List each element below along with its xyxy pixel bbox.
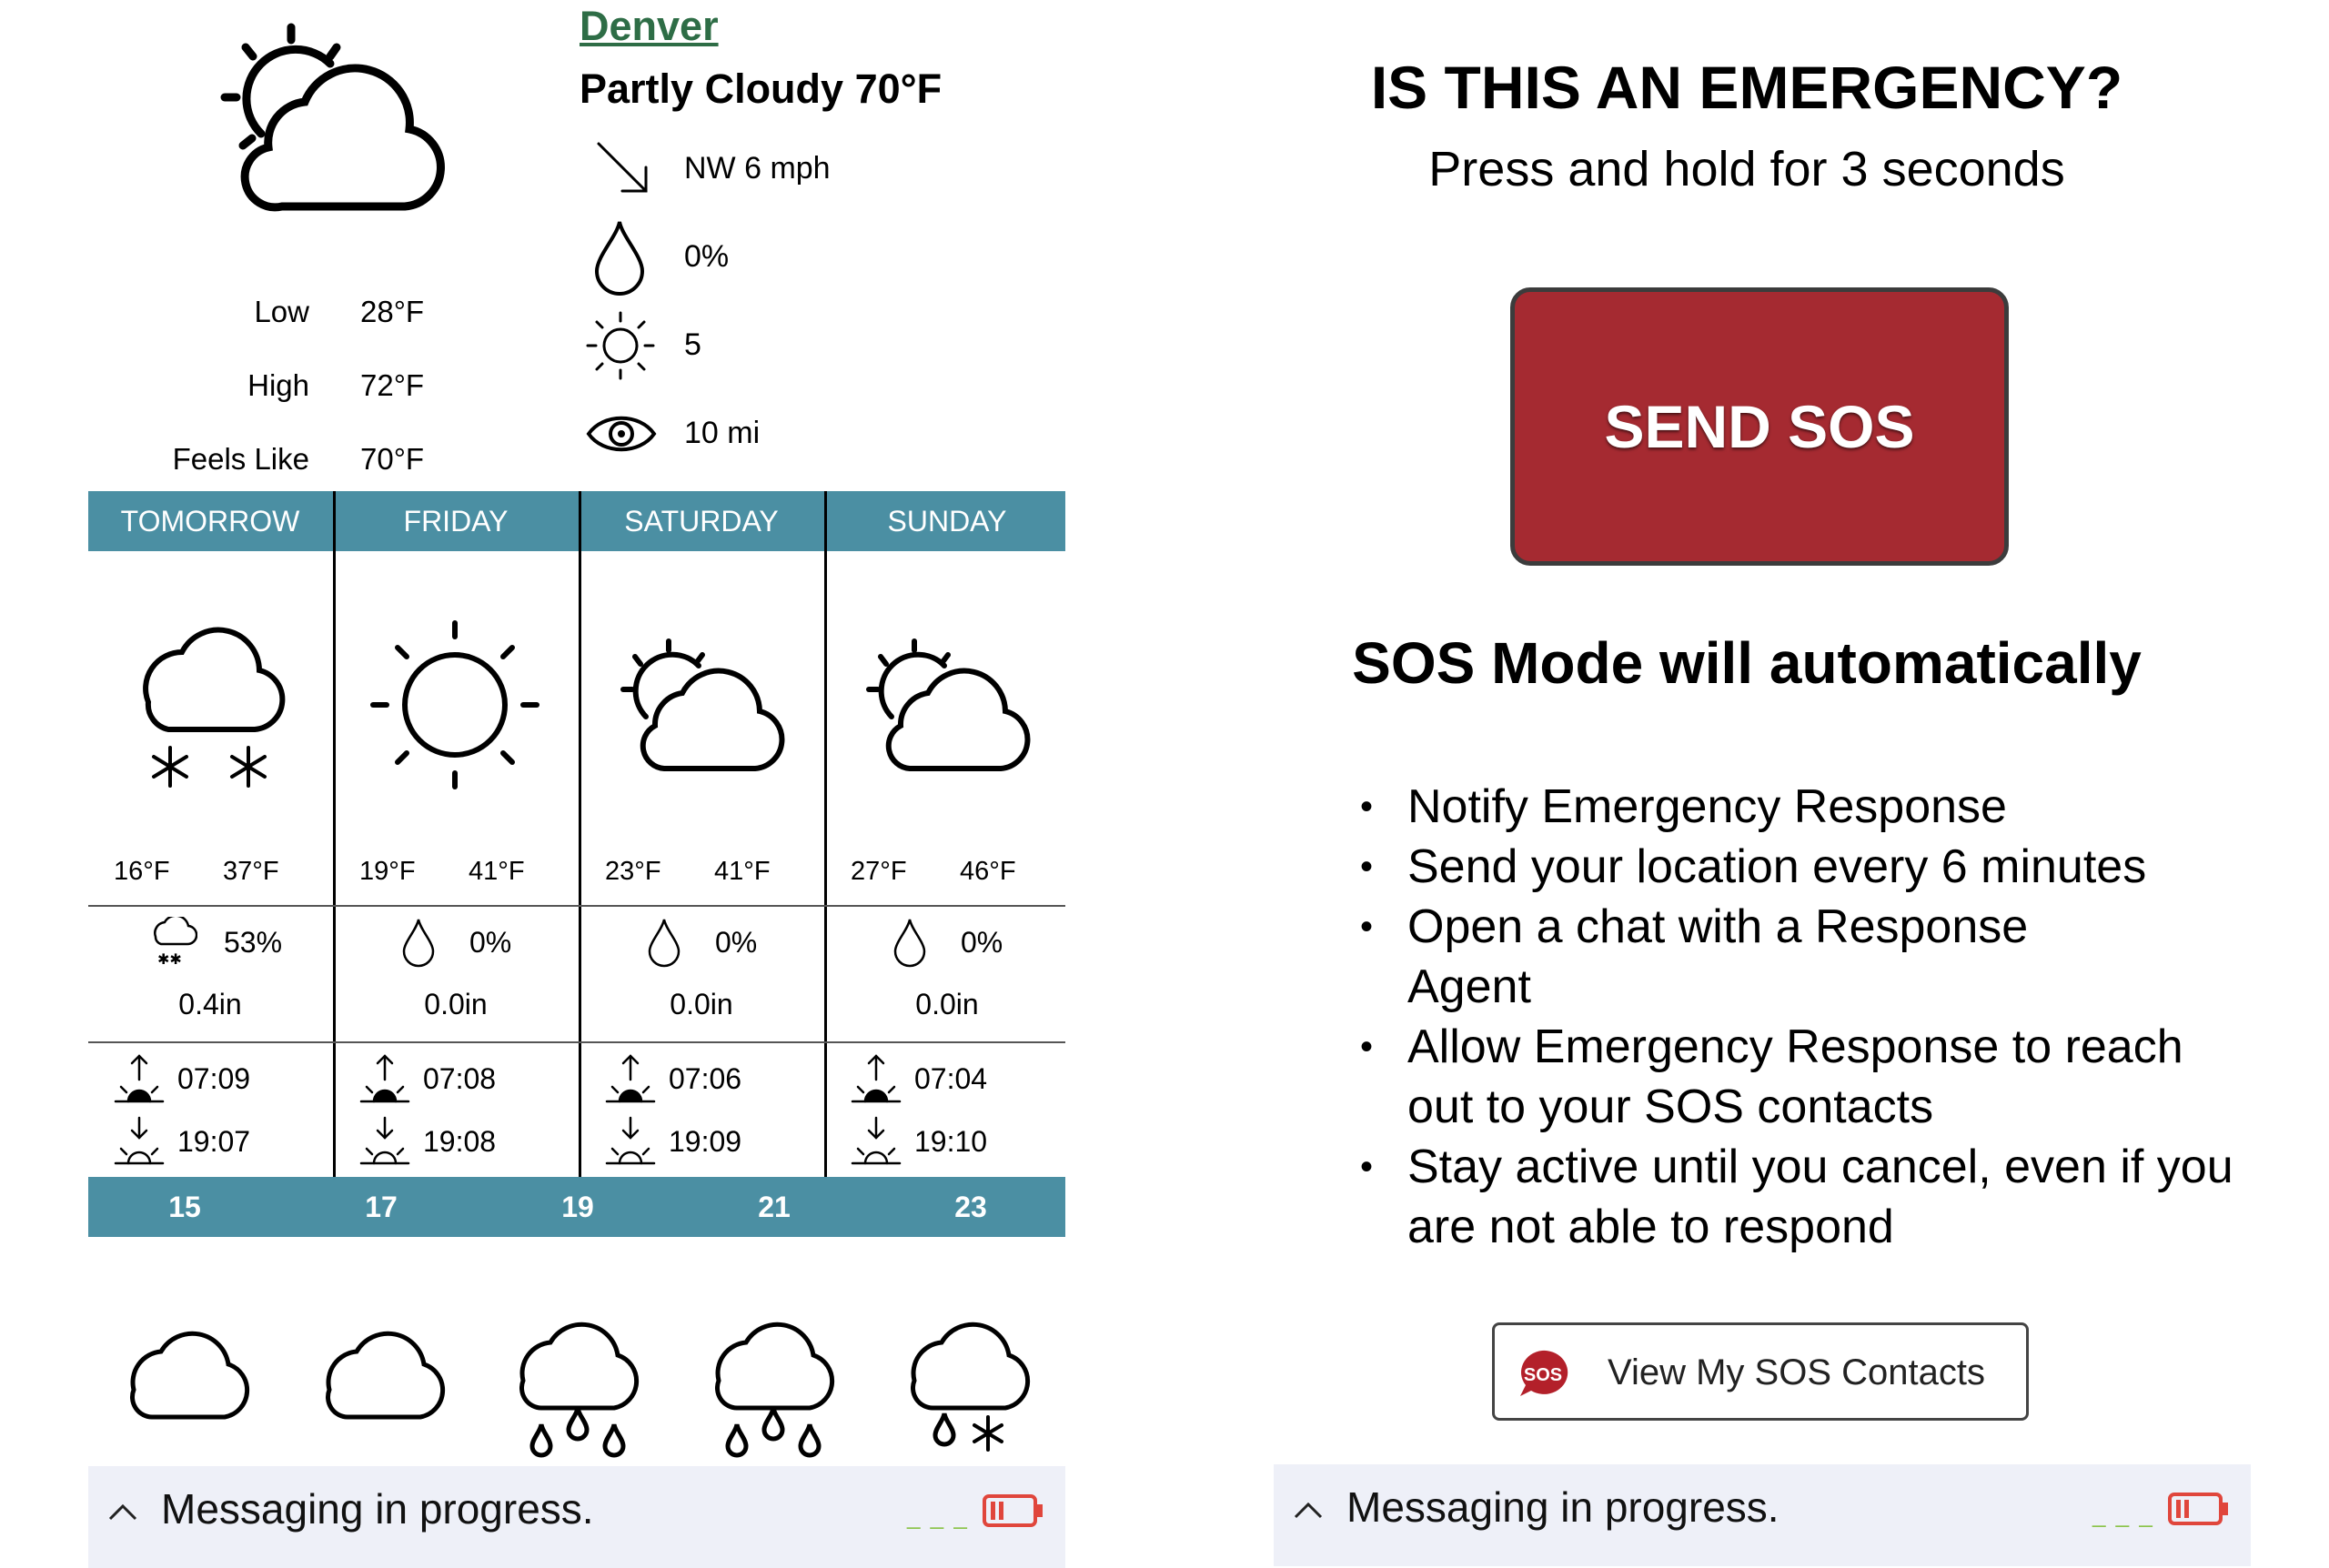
sunrise-icon bbox=[851, 1052, 902, 1107]
precip-amount: 0.0in bbox=[915, 988, 979, 1020]
sos-badge-icon bbox=[1515, 1347, 1573, 1400]
sunset-icon bbox=[605, 1114, 656, 1169]
partly-cloudy-icon bbox=[619, 637, 791, 782]
forecast-header bbox=[88, 491, 1065, 551]
sos-mode-heading: SOS Mode will automatically bbox=[1352, 630, 2142, 696]
hourly-header bbox=[88, 1177, 1065, 1237]
list-item: • Notify Emergency Response bbox=[1360, 777, 2270, 837]
list-item: • Open a chat with a Response Agent bbox=[1360, 897, 2135, 1017]
sunset-icon bbox=[114, 1114, 165, 1169]
tab-friday[interactable]: FRIDAY bbox=[403, 505, 509, 538]
precip-chance: 0% bbox=[715, 926, 758, 959]
signal-indicator: _ _ _ bbox=[2092, 1501, 2154, 1528]
feels-like-label: Feels Like bbox=[172, 442, 309, 476]
cloud-icon bbox=[318, 1326, 450, 1426]
cloud-snow-icon bbox=[132, 611, 296, 802]
tab-saturday[interactable]: SATURDAY bbox=[624, 505, 779, 538]
precip-chance: 53% bbox=[224, 926, 283, 959]
precip-value: 0% bbox=[684, 239, 730, 274]
day-high: 41°F bbox=[714, 857, 771, 886]
row-divider bbox=[88, 1041, 1065, 1043]
high-value: 72°F bbox=[360, 368, 425, 402]
day-high: 37°F bbox=[223, 857, 279, 886]
tab-sunday[interactable]: SUNDAY bbox=[887, 505, 1007, 538]
sos-mode-list bbox=[1360, 777, 2270, 1257]
day-low: 19°F bbox=[359, 857, 416, 886]
day-high: 41°F bbox=[469, 857, 525, 886]
hour-label: 19 bbox=[561, 1191, 594, 1223]
sunset-icon bbox=[851, 1114, 902, 1169]
view-sos-contacts-label: View My SOS Contacts bbox=[1608, 1352, 1985, 1392]
column-divider bbox=[824, 491, 827, 1177]
emergency-title: IS THIS AN EMERGENCY? bbox=[1370, 54, 2123, 121]
day-low: 16°F bbox=[114, 857, 170, 886]
tab-tomorrow[interactable]: TOMORROW bbox=[120, 505, 300, 538]
precip-chance: 0% bbox=[469, 926, 512, 959]
chevron-up-icon[interactable] bbox=[1292, 1497, 1325, 1521]
svg-text:✱✱: ✱✱ bbox=[157, 950, 182, 968]
low-value: 28°F bbox=[360, 295, 425, 328]
sunrise-icon bbox=[605, 1052, 656, 1107]
send-sos-button[interactable]: SEND SOS bbox=[1510, 287, 2009, 566]
list-item: • Send your location every 6 minutes bbox=[1360, 837, 2270, 897]
precip-amount: 0.0in bbox=[670, 988, 733, 1020]
sunrise-icon bbox=[114, 1052, 165, 1107]
column-divider bbox=[579, 491, 581, 1177]
feels-like-value: 70°F bbox=[360, 442, 425, 476]
partly-cloudy-icon bbox=[864, 637, 1037, 782]
city-link[interactable]: Denver bbox=[580, 3, 719, 49]
wind-direction-icon bbox=[591, 136, 655, 200]
messaging-status-bar[interactable] bbox=[1274, 1464, 2251, 1566]
partly-cloudy-icon bbox=[214, 20, 459, 229]
cloud-rain-icon bbox=[512, 1317, 644, 1462]
weather-panel bbox=[0, 0, 1164, 1553]
emergency-subtitle: Press and hold for 3 seconds bbox=[1428, 142, 2065, 196]
messaging-status-text: Messaging in progress. bbox=[1346, 1483, 1780, 1531]
battery-low-icon bbox=[982, 1493, 1045, 1530]
sunrise-time: 07:08 bbox=[423, 1062, 497, 1095]
hour-label: 17 bbox=[365, 1191, 398, 1223]
hour-label: 23 bbox=[954, 1191, 987, 1223]
current-condition: Partly Cloudy 70°F bbox=[580, 65, 943, 112]
list-item: • Allow Emergency Response to reach out to your SOS contacts bbox=[1360, 1017, 2190, 1137]
snow-small-icon bbox=[150, 917, 197, 968]
wind-value: NW 6 mph bbox=[684, 151, 831, 186]
drop-icon bbox=[892, 917, 928, 968]
sunrise-time: 07:06 bbox=[669, 1062, 742, 1095]
sos-panel bbox=[1164, 0, 2329, 1553]
day-low: 27°F bbox=[851, 857, 907, 886]
cloud-rain-icon bbox=[708, 1317, 840, 1462]
sunset-time: 19:07 bbox=[177, 1125, 251, 1158]
hour-label: 15 bbox=[168, 1191, 201, 1223]
sun-icon bbox=[368, 618, 541, 791]
drop-icon bbox=[591, 218, 648, 296]
row-divider bbox=[88, 905, 1065, 907]
messaging-status-text: Messaging in progress. bbox=[161, 1485, 594, 1533]
sunset-icon bbox=[359, 1114, 410, 1169]
cloud-rain-snow-icon bbox=[903, 1317, 1035, 1462]
drop-icon bbox=[646, 917, 682, 968]
sunrise-icon bbox=[359, 1052, 410, 1107]
sunrise-time: 07:09 bbox=[177, 1062, 251, 1095]
visibility-value: 10 mi bbox=[684, 416, 761, 450]
day-high: 46°F bbox=[960, 857, 1016, 886]
view-sos-contacts-button[interactable] bbox=[1492, 1322, 2029, 1421]
precip-chance: 0% bbox=[961, 926, 1003, 959]
drop-icon bbox=[400, 917, 437, 968]
sunset-time: 19:08 bbox=[423, 1125, 497, 1158]
high-label: High bbox=[247, 368, 309, 402]
cloud-icon bbox=[123, 1326, 255, 1426]
uv-sun-icon bbox=[584, 309, 657, 382]
sunrise-time: 07:04 bbox=[914, 1062, 988, 1095]
battery-low-icon bbox=[2167, 1492, 2231, 1528]
uv-value: 5 bbox=[684, 327, 701, 362]
hour-label: 21 bbox=[758, 1191, 791, 1223]
sos-badge-text: SOS bbox=[1523, 1365, 1563, 1385]
signal-indicator: _ _ _ bbox=[907, 1503, 969, 1530]
sunset-time: 19:10 bbox=[914, 1125, 988, 1158]
low-label: Low bbox=[254, 295, 309, 328]
messaging-status-bar[interactable] bbox=[88, 1466, 1065, 1568]
visibility-eye-icon bbox=[585, 407, 658, 460]
chevron-up-icon[interactable] bbox=[106, 1499, 139, 1523]
list-item: • Stay active until you cancel, even if you are not able to respond bbox=[1360, 1137, 2253, 1257]
precip-amount: 0.0in bbox=[424, 988, 488, 1020]
precip-amount: 0.4in bbox=[178, 988, 242, 1020]
sunset-time: 19:09 bbox=[669, 1125, 742, 1158]
column-divider bbox=[333, 491, 336, 1177]
day-low: 23°F bbox=[605, 857, 661, 886]
